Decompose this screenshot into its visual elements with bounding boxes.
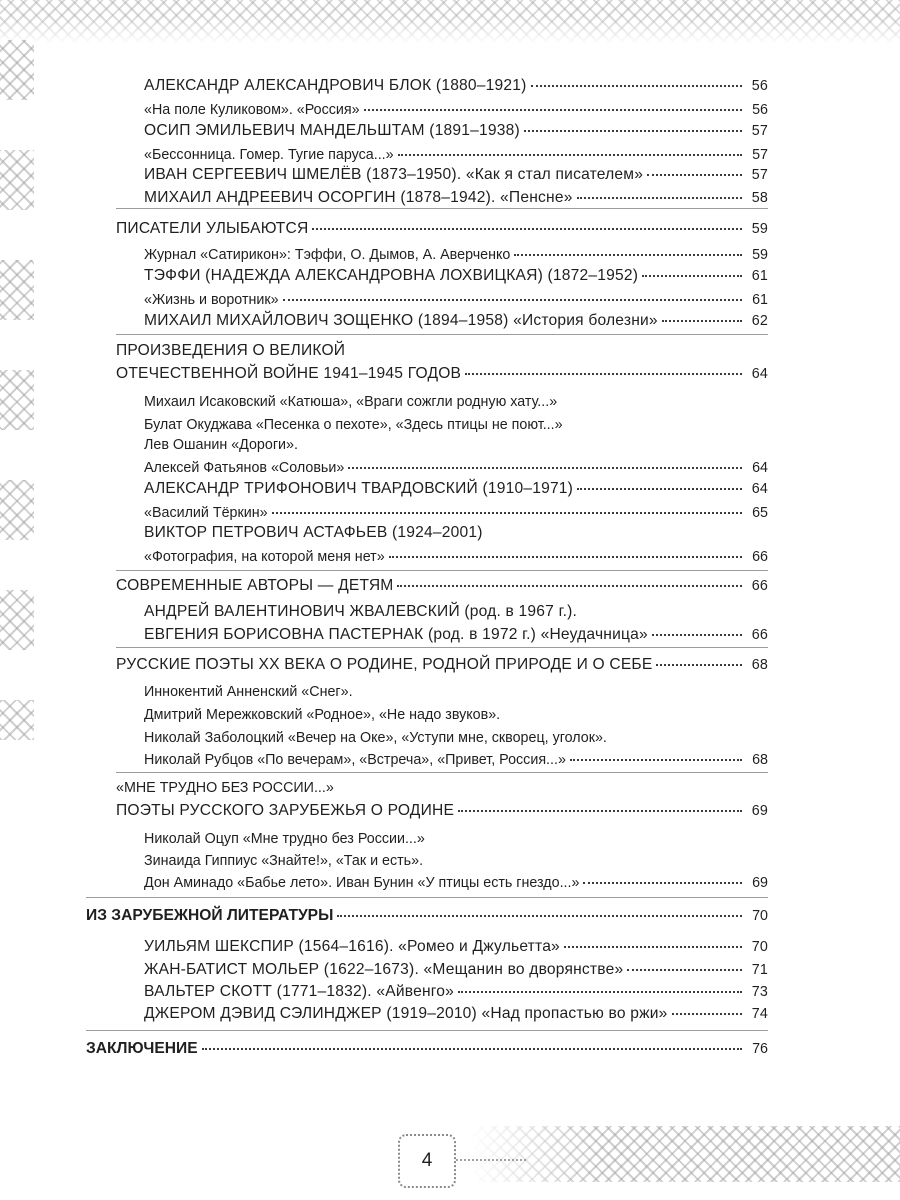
toc-entry-zoshchenko[interactable]: МИХАИЛ МИХАЙЛОВИЧ ЗОЩЕНКО (1894–1958) «История болезни» 62 — [144, 312, 768, 329]
toc-entry-isakovsky: Михаил Исаковский «Катюша», «Враги сожгли родную хату...» — [144, 394, 558, 410]
toc-entry-fatyanov[interactable]: Алексей Фатьянов «Соловьи» 64 — [144, 460, 768, 476]
section-divider — [116, 772, 768, 773]
toc-entry-mandelshtam[interactable]: ОСИП ЭМИЛЬЕВИЧ МАНДЕЛЬШТАМ (1891–1938) 57 — [144, 122, 768, 139]
toc-entry-moliere[interactable]: ЖАН-БАТИСТ МОЛЬЕР (1622–1673). «Мещанин во дворянстве» 71 — [144, 961, 768, 978]
toc-entry-rubtsov[interactable]: Николай Рубцов «По вечерам», «Встреча», «Привет, Россия...» 68 — [144, 752, 768, 768]
toc-entry-satirikon[interactable]: Журнал «Сатирикон»: Тэффи, О. Дымов, А. Аверченко 59 — [144, 247, 768, 263]
toc-section-emigre[interactable]: ПОЭТЫ РУССКОГО ЗАРУБЕЖЬЯ О РОДИНЕ 69 — [116, 802, 768, 819]
toc-part-foreign[interactable]: ИЗ ЗАРУБЕЖНОЙ ЛИТЕРАТУРЫ 70 — [86, 907, 768, 924]
toc-section-smiling[interactable]: ПИСАТЕЛИ УЛЫБАЮТСЯ 59 — [116, 220, 768, 237]
toc-entry-pasternak[interactable]: ЕВГЕНИЯ БОРИСОВНА ПАСТЕРНАК (род. в 1972 г.) «Неудачница» 66 — [144, 626, 768, 643]
toc-entry-otsup: Николай Оцуп «Мне трудно без России...» — [144, 831, 425, 847]
toc-entry-mandelshtam-works[interactable]: «Бессонница. Гомер. Тугие паруса...» 57 — [144, 147, 768, 163]
toc-entry-blok-works[interactable]: «На поле Куликовом». «Россия» 56 — [144, 102, 768, 118]
toc-entry-aminado[interactable]: Дон Аминадо «Бабье лето». Иван Бунин «У птицы есть гнездо...» 69 — [144, 875, 768, 891]
section-divider — [116, 647, 768, 648]
toc-entry-annensky: Иннокентий Анненский «Снег». — [144, 684, 353, 700]
toc-entry-okudzhava: Булат Окуджава «Песенка о пехоте», «Здесь птицы не поют...» — [144, 417, 563, 433]
page-number-box — [398, 1134, 456, 1188]
toc-entry-zabolotsky: Николай Заболоцкий «Вечер на Оке», «Уступи мне, скворец, уголок». — [144, 730, 607, 746]
toc-entry-terkin[interactable]: «Василий Тёркин» 65 — [144, 505, 768, 521]
toc-entry-merezhkovsky: Дмитрий Мережковский «Родное», «Не надо звуков». — [144, 707, 501, 723]
toc-part-conclusion[interactable]: ЗАКЛЮЧЕНИЕ 76 — [86, 1040, 768, 1057]
toc-section-war-line1: ПРОИЗВЕДЕНИЯ О ВЕЛИКОЙ — [116, 342, 346, 359]
toc-entry-blok[interactable]: АЛЕКСАНДР АЛЕКСАНДРОВИЧ БЛОК (1880–1921) 56 — [144, 77, 768, 94]
toc-entry-gippius: Зинаида Гиппиус «Знайте!», «Так и есть». — [144, 853, 424, 869]
toc-entry-teffi[interactable]: ТЭФФИ (НАДЕЖДА АЛЕКСАНДРОВНА ЛОХВИЦКАЯ) (1872–1952) 61 — [144, 267, 768, 284]
toc-entry-teffi-works[interactable]: «Жизнь и воротник» 61 — [144, 292, 768, 308]
toc-entry-salinger[interactable]: ДЖЕРОМ ДЭВИД СЭЛИНДЖЕР (1919–2010) «Над пропастью во ржи» 74 — [144, 1005, 768, 1022]
section-divider — [116, 570, 768, 571]
section-divider — [86, 1030, 768, 1031]
toc-entry-osorgin[interactable]: МИХАИЛ АНДРЕЕВИЧ ОСОРГИН (1878–1942). «Пенсне» 58 — [144, 189, 768, 206]
toc-section-emigre-line1: «МНЕ ТРУДНО БЕЗ РОССИИ...» — [116, 780, 334, 796]
page-number-ornament — [456, 1159, 526, 1161]
toc-entry-scott[interactable]: ВАЛЬТЕР СКОТТ (1771–1832). «Айвенго» 73 — [144, 983, 768, 1000]
toc-section-war[interactable]: ОТЕЧЕСТВЕННОЙ ВОЙНЕ 1941–1945 ГОДОВ 64 — [116, 365, 768, 382]
page-number: 4 — [421, 1150, 433, 1171]
toc-section-poets20[interactable]: РУССКИЕ ПОЭТЫ XX ВЕКА О РОДИНЕ, РОДНОЙ ПРИРОДЕ И О СЕБЕ 68 — [116, 656, 768, 673]
section-divider — [116, 334, 768, 335]
toc-entry-tvardovsky[interactable]: АЛЕКСАНДР ТРИФОНОВИЧ ТВАРДОВСКИЙ (1910–1971) 64 — [144, 480, 768, 497]
toc-entry-shakespeare[interactable]: УИЛЬЯМ ШЕКСПИР (1564–1616). «Ромео и Джульетта» 70 — [144, 938, 768, 955]
section-divider — [116, 208, 768, 209]
toc-section-modern[interactable]: СОВРЕМЕННЫЕ АВТОРЫ — ДЕТЯМ 66 — [116, 577, 768, 594]
toc-entry-oshanin: Лев Ошанин «Дороги». — [144, 437, 298, 453]
toc-entry-photo[interactable]: «Фотография, на которой меня нет» 66 — [144, 549, 768, 565]
toc-entry-shmelev[interactable]: ИВАН СЕРГЕЕВИЧ ШМЕЛЁВ (1873–1950). «Как я стал писателем» 57 — [144, 166, 768, 183]
toc-entry-zhvalevsky: АНДРЕЙ ВАЛЕНТИНОВИЧ ЖВАЛЕВСКИЙ (род. в 1967 г.). — [144, 603, 578, 620]
toc-entry-astafiev: ВИКТОР ПЕТРОВИЧ АСТАФЬЕВ (1924–2001) — [144, 524, 483, 541]
section-divider — [86, 897, 768, 898]
